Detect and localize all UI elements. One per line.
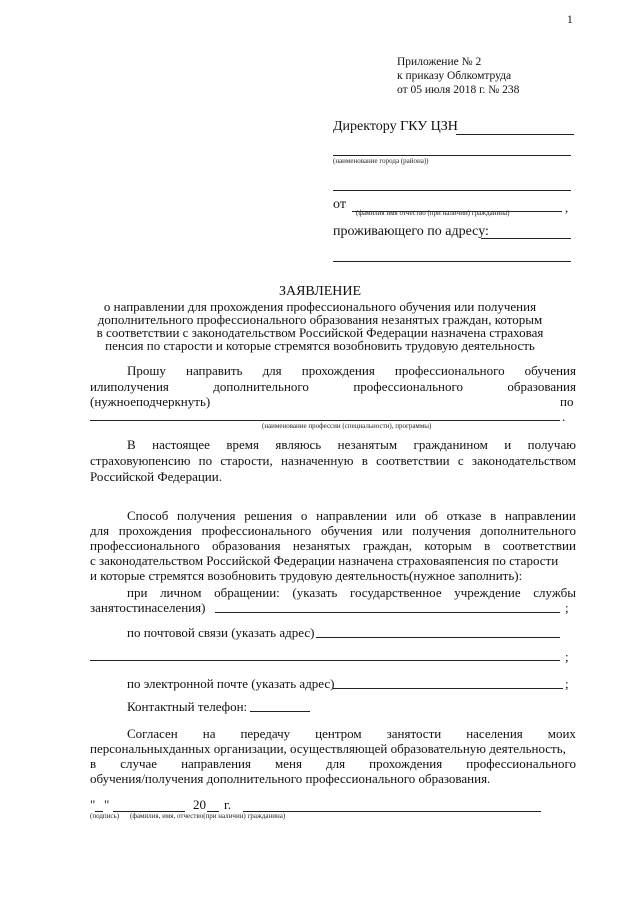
date-quote-close: " [104,797,110,812]
post-label: по почтовой связи (указать адрес) [127,625,315,640]
title-sub-line-2: дополнительного профессионального образования незанятых граждан, которым [97,312,543,327]
signature-fill-line[interactable] [243,811,541,812]
personal-visit-line-1: при личном обращении: (указать государственное учреждение службы [127,585,576,600]
title-sub-line-3: в соответствии с законодательством Российской Федерации назначена страховая [96,325,544,340]
method-line-4: с законодательством Российской Федерации назначена страховаяпенсия по старости [90,553,559,568]
profession-caption: (наименование профессии (специальности), программы) [262,422,432,430]
email-label: по электронной почте (указать адрес) [127,676,335,691]
post-semicolon: ; [565,649,569,664]
name-comma: , [565,200,569,215]
request-line-1: Прошу направить для прохождения профессионального обучения [127,363,576,378]
profession-fill-line[interactable] [90,420,560,421]
year-suffix: г. [224,797,232,812]
post-address-fill-line-1[interactable] [316,637,560,638]
request-po: по [560,394,574,409]
appendix-line-2: к приказу Облкомтруда [397,70,512,82]
phone-label: Контактный телефон: [127,699,248,714]
personal-semicolon: ; [565,600,569,615]
title-sub-line-4: пенсия по старости и которые стремятся возобновить трудовую деятельность [105,338,535,353]
method-line-5: и которые стремятся возобновить трудовую деятельность(нужное заполнить): [90,568,523,583]
appendix-line-3: от 05 июля 2018 г. № 238 [397,84,520,96]
date-quote-open: " [90,797,96,812]
consent-line-1: Согласен на передачу центром занятости населения моих [127,726,576,741]
title-sub-line-1: о направлении для прохождения профессионального обучения или получения [103,299,537,314]
document-title: ЗАЯВЛЕНИЕ [278,284,362,299]
page-number: 1 [567,14,573,26]
request-line-2: илиполучения дополнительного профессионального образования [90,379,576,394]
director-label: Директору ГКУ ЦЗН [333,119,458,134]
employment-office-fill-line[interactable] [215,612,560,613]
director-fill-line[interactable] [456,134,574,135]
city-caption: (наименование города (района)) [333,157,429,165]
method-line-3: профессионального образования незанятых граждан, которым в соответствии [90,538,576,553]
profession-period: . [562,409,566,424]
name-fill-line-upper[interactable] [333,190,571,191]
signature-caption: (подпись) [90,812,120,820]
status-line-1: В настоящее время являюсь незанятым гражданином и получаю [127,437,576,452]
city-fill-line[interactable] [333,155,571,156]
method-line-1: Способ получения решения о направлении или об отказе в направлении [127,508,576,523]
email-fill-line[interactable] [333,688,563,689]
personal-visit-line-2: занятостинаселения) [90,600,206,615]
method-line-2: для прохождения профессионального обучения или получения дополнительного [90,523,576,538]
status-line-2: страховуюпенсию по старости, назначенную в соответствии с законодательством [90,453,576,468]
year-prefix: 20 [193,797,206,812]
from-label: от [333,197,346,212]
status-line-3: Российской Федерации. [90,469,222,484]
post-address-fill-line-2[interactable] [90,660,560,661]
address-fill-line-1[interactable] [481,238,571,239]
address-fill-line-2[interactable] [333,261,571,262]
consent-line-3: в случае направления меня для прохождения профессионального [90,756,576,771]
appendix-line-1: Приложение № 2 [397,56,482,68]
residing-label: проживающего по адресу: [333,224,489,239]
email-semicolon: ; [565,676,569,691]
consent-line-2: персональныхданных организации, осуществляющей образовательную деятельность, [90,741,566,756]
full-name-caption: (фамилия, имя, отчество(при наличии) гражданина) [130,812,286,820]
name-caption: (фамилия имя отчество (при наличии) гражданина) [356,209,510,217]
consent-line-4: обучения/получения дополнительного профессионального образования. [90,771,491,786]
phone-fill-line[interactable] [250,711,310,712]
request-underline-note: (нужноеподчеркнуть) [90,394,211,409]
